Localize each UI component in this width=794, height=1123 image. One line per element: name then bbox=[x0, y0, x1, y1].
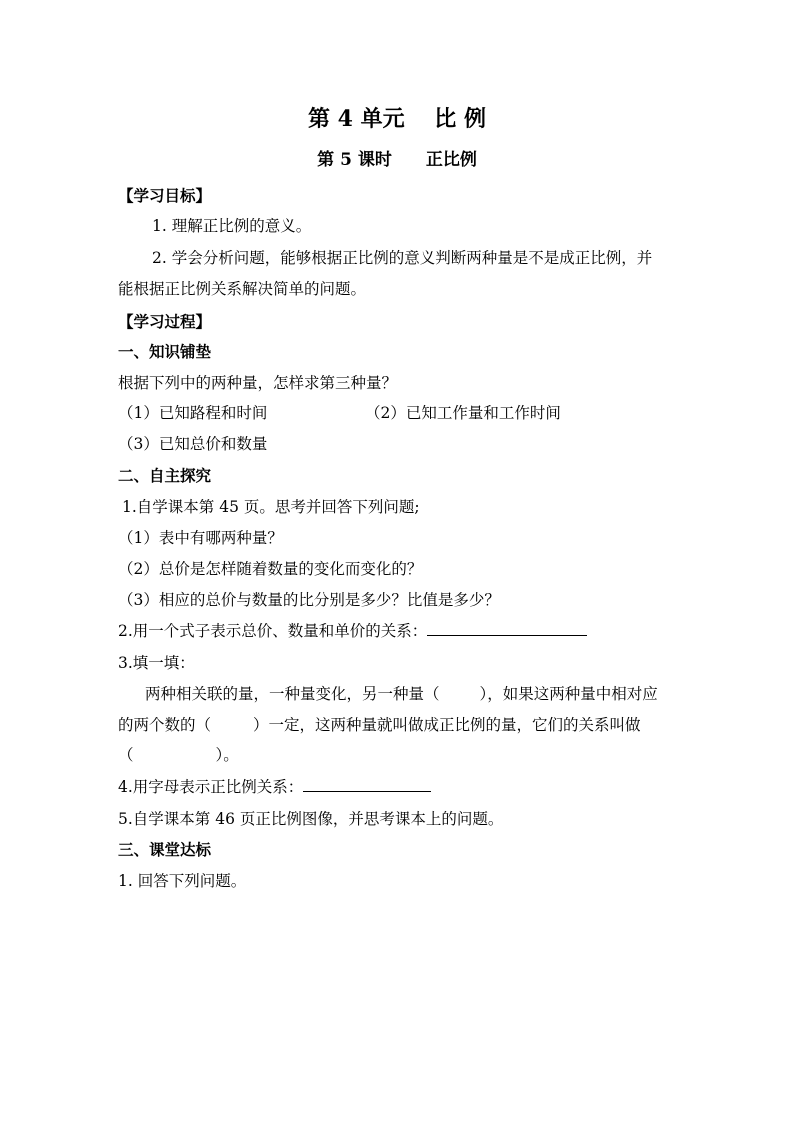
section-3-item-1: 1. 回答下列问题。 bbox=[118, 872, 247, 890]
section-2-sub-1: （1）表中有哪两种量？ bbox=[118, 529, 283, 547]
fill-line-3 bbox=[118, 745, 239, 765]
fill-text-d: ）一定，这两种量就叫做成正比例的量，它们的关系叫做 bbox=[253, 716, 641, 734]
section-1-prompt: 根据下列中的两种量，怎样求第三种量？ bbox=[118, 374, 398, 392]
section-1-heading: 一、知识铺垫 bbox=[118, 342, 212, 361]
section-3-heading: 三、课堂达标 bbox=[118, 840, 212, 859]
goal-item-2-line-2: 能根据正比例关系解决简单的问题。 bbox=[118, 280, 367, 298]
goals-heading: 【学习目标】 bbox=[118, 186, 212, 205]
goal-item-1: 1. 理解正比例的意义。 bbox=[152, 217, 312, 235]
fill-text-b: ），如果这两种量中相对应 bbox=[479, 685, 658, 703]
lesson-title: 第 5 课时 正比例 bbox=[317, 150, 477, 170]
section-1-question-1: （1）已知路程和时间 bbox=[118, 404, 268, 422]
section-2-item-2-text: 2.用一个式子表示总价、数量和单价的关系： bbox=[118, 622, 428, 640]
section-1-question-2: （2）已知工作量和工作时间 bbox=[365, 404, 561, 422]
answer-blank-formula[interactable] bbox=[427, 622, 587, 636]
section-2-item-4 bbox=[118, 777, 431, 797]
unit-title: 第 4 单元 比 例 bbox=[308, 106, 486, 132]
fill-line-1 bbox=[145, 684, 658, 704]
section-2-item-3: 3.填一填： bbox=[118, 654, 195, 672]
fill-text-e: （ bbox=[118, 746, 134, 764]
process-heading: 【学习过程】 bbox=[118, 312, 212, 331]
answer-blank-relation[interactable] bbox=[303, 778, 431, 792]
fill-text-c: 的两个数的（ bbox=[118, 716, 212, 734]
goal-item-2-line-1: 2. 学会分析问题，能够根据正比例的意义判断两种量是不是成正比例，并 bbox=[152, 249, 653, 267]
section-2-item-4-text: 4.用字母表示正比例关系： bbox=[118, 778, 304, 796]
section-2-heading: 二、自主探究 bbox=[118, 466, 212, 485]
fill-text-a: 两种相关联的量，一种量变化，另一种量（ bbox=[145, 685, 440, 703]
section-2-item-1: 1.自学课本第 45 页。思考并回答下列问题; bbox=[122, 498, 420, 516]
section-2-sub-3: （3）相应的总价与数量的比分别是多少？比值是多少？ bbox=[118, 591, 500, 609]
fill-text-f: ）。 bbox=[215, 746, 239, 764]
section-2-sub-2: （2）总价是怎样随着数量的变化而变化的？ bbox=[118, 560, 423, 578]
section-2-item-5: 5.自学课本第 46 页正比例图像，并思考课本上的问题。 bbox=[118, 810, 504, 828]
section-1-question-3: （3）已知总价和数量 bbox=[118, 435, 268, 453]
section-2-item-2 bbox=[118, 621, 587, 641]
fill-line-2 bbox=[118, 715, 641, 735]
